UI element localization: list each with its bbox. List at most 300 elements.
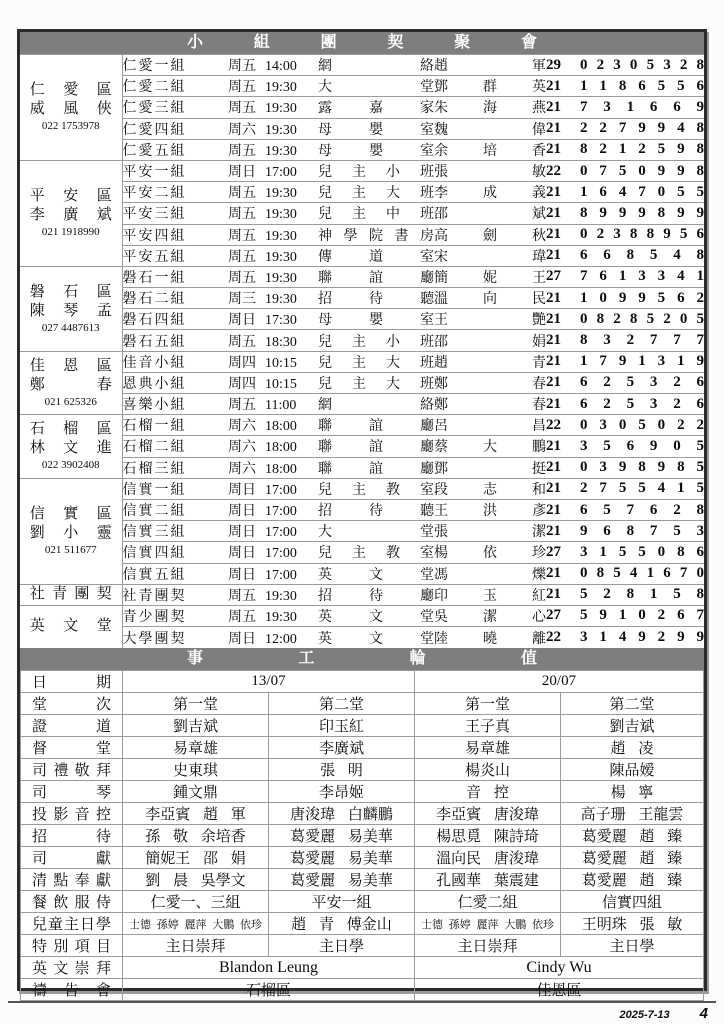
fellowship-title-bar: [20, 32, 704, 54]
time-label: 17:00: [265, 504, 297, 520]
place-cell: 聯誼廳: [318, 266, 434, 287]
group-cell: 磐石五組: [122, 330, 228, 351]
fellowship-row: [20, 605, 704, 626]
footer-date: 2025-7-13: [619, 1009, 670, 1021]
phone-number-cell: 6 2 5 3 2 6: [580, 394, 704, 415]
roster-value-cell: 20/07: [415, 671, 704, 693]
place-cell: 兒主小班: [318, 160, 434, 181]
contact-name-cell: 趙青: [434, 351, 546, 372]
day-label: 周四: [228, 355, 256, 371]
region-name: 仁愛區: [29, 82, 112, 99]
group-cell: 信實二組: [122, 499, 228, 520]
time-label: 19:30: [265, 609, 297, 625]
place-cell: 聯誼廳: [318, 415, 434, 436]
roster-value-cell: 楊炎山: [415, 759, 561, 781]
roster-row: [21, 869, 704, 891]
phone-prefix-cell: 21: [546, 203, 580, 224]
fellowship-row: [20, 139, 704, 160]
schedule-cell: [228, 97, 318, 118]
footer: [620, 1005, 709, 1022]
roster-value-cell: 13/07: [123, 671, 415, 693]
group-cell: 青少團契: [122, 605, 228, 626]
phone-prefix-cell: 21: [546, 457, 580, 478]
roster-value-cell: Cindy Wu: [415, 957, 704, 979]
phone-number-cell: 3 5 6 9 0 5: [580, 436, 704, 457]
region-cell: [20, 584, 122, 605]
roster-label-cell: 禱告會: [21, 979, 123, 1001]
time-label: 19:30: [265, 101, 297, 117]
schedule-cell: [228, 76, 318, 97]
roster-row: [21, 913, 704, 935]
day-label: 周四: [228, 376, 256, 392]
day-label: 周六: [228, 440, 256, 456]
roster-title-bar: [20, 648, 704, 670]
schedule-cell: [228, 182, 318, 203]
roster-value-cell: 唐浚瑋 白麟鵬: [269, 803, 415, 825]
roster-value-cell: 溫向民 唐浚瑋: [415, 847, 561, 869]
roster-value-cell: 孔國華 葉震建: [415, 869, 561, 891]
fellowship-row: [20, 55, 704, 76]
time-label: 10:15: [265, 355, 297, 371]
fellowship-row: [20, 160, 704, 181]
phone-number-cell: 1 6 4 7 0 5 5: [580, 182, 704, 203]
fellowship-row: [20, 372, 704, 393]
schedule-cell: [228, 394, 318, 415]
roster-value-cell: Blandon Leung: [123, 957, 415, 979]
roster-label-cell: 證道: [21, 715, 123, 737]
day-label: 周三: [228, 292, 256, 308]
roster-label-cell: 督堂: [21, 737, 123, 759]
day-label: 周五: [228, 270, 256, 286]
time-label: 19:30: [265, 270, 297, 286]
schedule-cell: [228, 605, 318, 626]
day-label: 周六: [228, 461, 256, 477]
roster-row: [21, 759, 704, 781]
fellowship-row: [20, 521, 704, 542]
group-cell: 磐石一組: [122, 266, 228, 287]
contact-name-cell: 朱海燕: [434, 97, 546, 118]
phone-prefix-cell: 22: [546, 160, 580, 181]
phone-number-cell: 0 7 5 0 9 9 8: [580, 160, 704, 181]
roster-label-cell: 兒童主日學: [21, 913, 123, 935]
roster-value-cell: 孫 敬 余培香: [123, 825, 269, 847]
phone-prefix-cell: 21: [546, 288, 580, 309]
group-cell: 仁愛一組: [122, 55, 228, 76]
time-label: 19:30: [265, 207, 297, 223]
time-label: 12:00: [265, 631, 297, 647]
place-cell: 英文堂: [318, 627, 434, 648]
contact-name-cell: 王艷: [434, 309, 546, 330]
phone-prefix-cell: 21: [546, 224, 580, 245]
fellowship-row: [20, 478, 704, 499]
roster-value-cell: 鍾文鼎: [123, 781, 269, 803]
phone-number-cell: 0 3 0 5 0 2 2: [580, 415, 704, 436]
place-cell: 兒主大班: [318, 372, 434, 393]
group-cell: 平安四組: [122, 224, 228, 245]
phone-number-cell: 0 8 5 4 1 6 7 0: [580, 563, 704, 584]
group-cell: 大學團契: [122, 627, 228, 648]
fellowship-row: [20, 76, 704, 97]
roster-value-cell: 劉吉斌: [123, 715, 269, 737]
region-leader: 李廣斌: [29, 207, 112, 224]
place-cell: 母嬰室: [318, 139, 434, 160]
schedule-cell: [228, 627, 318, 648]
place-cell: 傳道室: [318, 245, 434, 266]
roster-value-cell: 葛愛麗 趙 臻: [561, 847, 704, 869]
footer-page-number: 4: [699, 1005, 708, 1022]
phone-prefix-cell: 21: [546, 351, 580, 372]
roster-label-cell: 司獻: [21, 847, 123, 869]
contact-name-cell: 趙軍: [434, 55, 546, 76]
region-name: 社青團契: [29, 586, 112, 603]
contact-name-cell: 鄭春: [434, 372, 546, 393]
roster-label-cell: 英文崇拜: [21, 957, 123, 979]
roster-row: [21, 781, 704, 803]
schedule-cell: [228, 499, 318, 520]
phone-number-cell: 5 2 8 1 5 8: [580, 584, 704, 605]
region-cell: [20, 478, 122, 584]
region-phone: 021 625326: [44, 395, 97, 408]
time-label: 19:30: [265, 249, 297, 265]
region-name: 英文堂: [29, 618, 112, 635]
fellowship-row: [20, 563, 704, 584]
time-label: 18:00: [265, 440, 297, 456]
roster-label-cell: 投影音控: [21, 803, 123, 825]
day-label: 周日: [228, 567, 256, 583]
schedule-cell: [228, 245, 318, 266]
day-label: 周五: [228, 59, 256, 75]
place-cell: 網絡: [318, 55, 434, 76]
region-name: 平安區: [29, 188, 112, 205]
roster-value-cell: 葛愛麗 易美華: [269, 847, 415, 869]
roster-value-cell: 第二堂: [269, 693, 415, 715]
group-cell: 平安三組: [122, 203, 228, 224]
phone-prefix-cell: 21: [546, 394, 580, 415]
contact-name-cell: 鄧挺: [434, 457, 546, 478]
group-cell: 平安一組: [122, 160, 228, 181]
schedule-cell: [228, 55, 318, 76]
roster-value-cell: 趙 凌: [561, 737, 704, 759]
place-cell: 大堂: [318, 76, 434, 97]
phone-prefix-cell: 21: [546, 309, 580, 330]
phone-prefix-cell: 27: [546, 542, 580, 563]
phone-number-cell: 2 7 5 5 4 1 5: [580, 478, 704, 499]
contact-name-cell: 吳潔心: [434, 605, 546, 626]
time-label: 18:00: [265, 461, 297, 477]
roster-value-cell: 葛愛麗 趙 臻: [561, 825, 704, 847]
region-cell: [20, 266, 122, 351]
roster-value-cell: 李亞賓 唐浚瑋: [415, 803, 561, 825]
roster-value-cell: 第一堂: [415, 693, 561, 715]
fellowship-row: [20, 266, 704, 287]
roster-value-cell: 主日崇拜: [415, 935, 561, 957]
group-cell: 仁愛四組: [122, 118, 228, 139]
roster-value-cell: 王子真: [415, 715, 561, 737]
day-label: 周日: [228, 546, 256, 562]
contact-name-cell: 魏偉: [434, 118, 546, 139]
phone-number-cell: 0 2 3 0 5 3 2 8: [580, 55, 704, 76]
place-cell: 招待廳: [318, 584, 434, 605]
roster-value-cell: 仁愛一、三組: [123, 891, 269, 913]
phone-number-cell: 7 3 1 6 6 9: [580, 97, 704, 118]
contact-name-cell: 李成義: [434, 182, 546, 203]
group-cell: 磐石二組: [122, 288, 228, 309]
contact-name-cell: 王洪彥: [434, 499, 546, 520]
roster-value-cell: 音 控: [415, 781, 561, 803]
phone-number-cell: 8 9 9 9 8 9 9: [580, 203, 704, 224]
time-label: 19:30: [265, 80, 297, 96]
region-cell: [20, 55, 122, 161]
roster-value-cell: 葛愛麗 趙 臻: [561, 869, 704, 891]
contact-name-cell: 呂昌: [434, 415, 546, 436]
place-cell: 大堂: [318, 521, 434, 542]
roster-row: [21, 737, 704, 759]
phone-prefix-cell: 27: [546, 605, 580, 626]
region-name: 佳恩區: [29, 357, 112, 374]
region-phone: 021 1918990: [41, 226, 100, 239]
phone-prefix-cell: 21: [546, 182, 580, 203]
roster-label-cell: 清點奉獻: [21, 869, 123, 891]
bulletin-sheet: [17, 29, 707, 999]
group-cell: 磐石四組: [122, 309, 228, 330]
place-cell: 英文堂: [318, 605, 434, 626]
time-label: 19:30: [265, 292, 297, 308]
roster-row: [21, 891, 704, 913]
roster-value-cell: 葛愛麗 易美華: [269, 869, 415, 891]
place-cell: 英文堂: [318, 563, 434, 584]
phone-prefix-cell: 22: [546, 415, 580, 436]
contact-name-cell: 余培香: [434, 139, 546, 160]
day-label: 周五: [228, 609, 256, 625]
region-leader: 陳琴孟: [29, 302, 112, 319]
schedule-cell: [228, 203, 318, 224]
day-label: 周五: [228, 101, 256, 117]
roster-value-cell: 易章雄: [415, 737, 561, 759]
group-cell: 石榴一組: [122, 415, 228, 436]
roster-value-cell: 劉 晨 吳學文: [123, 869, 269, 891]
fellowship-row: [20, 584, 704, 605]
phone-prefix-cell: 29: [546, 55, 580, 76]
fellowship-row: [20, 203, 704, 224]
roster-row: [21, 847, 704, 869]
time-label: 18:00: [265, 419, 297, 435]
place-cell: 母嬰室: [318, 309, 434, 330]
place-cell: 兒主教室: [318, 478, 434, 499]
place-cell: 兒主大班: [318, 351, 434, 372]
region-cell: [20, 415, 122, 479]
group-cell: 信實一組: [122, 478, 228, 499]
fellowship-row: [20, 415, 704, 436]
roster-row: [21, 671, 704, 693]
contact-name-cell: 邵娟: [434, 330, 546, 351]
time-label: 18:30: [265, 334, 297, 350]
roster-row: [21, 715, 704, 737]
place-cell: 露嘉家: [318, 97, 434, 118]
phone-number-cell: 0 3 9 8 9 8 5: [580, 457, 704, 478]
contact-name-cell: 陸曉離: [434, 627, 546, 648]
day-label: 周五: [228, 334, 256, 350]
place-cell: 招待聽: [318, 288, 434, 309]
roster-row: [21, 803, 704, 825]
time-label: 17:00: [265, 525, 297, 541]
roster-value-cell: 士德 孫婷 麗萍 大鵬 依珍: [123, 913, 269, 935]
place-cell: 兒主中班: [318, 203, 434, 224]
region-cell: [20, 605, 122, 648]
region-cell: [20, 351, 122, 415]
time-label: 19:30: [265, 588, 297, 604]
fellowship-row: [20, 627, 704, 648]
time-label: 17:00: [265, 482, 297, 498]
fellowship-row: [20, 457, 704, 478]
schedule-cell: [228, 563, 318, 584]
roster-value-cell: 劉吉斌: [561, 715, 704, 737]
day-label: 周五: [228, 228, 256, 244]
region-leader: 威風俠: [29, 101, 112, 118]
time-label: 19:30: [265, 228, 297, 244]
roster-value-cell: 張 明: [269, 759, 415, 781]
group-cell: 仁愛二組: [122, 76, 228, 97]
day-label: 周五: [228, 143, 256, 159]
contact-name-cell: 張潔: [434, 521, 546, 542]
day-label: 周六: [228, 122, 256, 138]
contact-name-cell: 高劍秋: [434, 224, 546, 245]
place-cell: 聯誼廳: [318, 436, 434, 457]
phone-prefix-cell: 21: [546, 584, 580, 605]
contact-name-cell: 張敏: [434, 160, 546, 181]
region-leader: 鄭春: [29, 376, 112, 393]
contact-name-cell: 溫向民: [434, 288, 546, 309]
roster-row: [21, 825, 704, 847]
fellowship-row: [20, 182, 704, 203]
phone-prefix-cell: 21: [546, 245, 580, 266]
roster-value-cell: 李廣斌: [269, 737, 415, 759]
region-name: 信實區: [29, 506, 112, 523]
roster-label-cell: 堂次: [21, 693, 123, 715]
roster-value-cell: 李昂姬: [269, 781, 415, 803]
schedule-cell: [228, 160, 318, 181]
region-leader: 林文進: [29, 440, 112, 457]
place-cell: 招待聽: [318, 499, 434, 520]
roster-row: [21, 693, 704, 715]
time-label: 14:00: [265, 59, 297, 75]
group-cell: 信實三組: [122, 521, 228, 542]
time-label: 10:15: [265, 376, 297, 392]
roster-value-cell: 趙 青 傅金山: [269, 913, 415, 935]
phone-number-cell: 3 1 4 9 2 9 9: [580, 627, 704, 648]
roster-value-cell: 楊思覓 陳詩琦: [415, 825, 561, 847]
phone-number-cell: 8 2 1 2 5 9 8: [580, 139, 704, 160]
fellowship-row: [20, 97, 704, 118]
phone-prefix-cell: 21: [546, 521, 580, 542]
time-label: 11:00: [265, 398, 297, 414]
day-label: 周日: [228, 165, 256, 181]
day-label: 周五: [228, 186, 256, 202]
place-cell: 網絡: [318, 394, 434, 415]
phone-number-cell: 1 0 9 9 5 6 2: [580, 288, 704, 309]
contact-name-cell: 鄧群英: [434, 76, 546, 97]
group-cell: 仁愛五組: [122, 139, 228, 160]
schedule-cell: [228, 372, 318, 393]
roster-table: [20, 670, 704, 1001]
roster-value-cell: 第二堂: [561, 693, 704, 715]
day-label: 周五: [228, 80, 256, 96]
place-cell: 兒主小班: [318, 330, 434, 351]
phone-prefix-cell: 21: [546, 563, 580, 584]
time-label: 17:00: [265, 567, 297, 583]
phone-number-cell: 6 6 8 5 4 8: [580, 245, 704, 266]
phone-number-cell: 1 1 8 6 5 5 6: [580, 76, 704, 97]
roster-value-cell: 平安一組: [269, 891, 415, 913]
schedule-cell: [228, 266, 318, 287]
roster-value-cell: 楊 寧: [561, 781, 704, 803]
phone-number-cell: 3 1 5 5 0 8 6: [580, 542, 704, 563]
phone-prefix-cell: 21: [546, 76, 580, 97]
region-phone: 022 3902408: [41, 459, 100, 472]
roster-value-cell: 石榴區: [123, 979, 415, 1001]
region-phone: 027 4487613: [41, 321, 100, 334]
day-label: 周日: [228, 525, 256, 541]
group-cell: 仁愛三組: [122, 97, 228, 118]
roster-label-cell: 招待: [21, 825, 123, 847]
phone-number-cell: 1 7 9 1 3 1 9: [580, 351, 704, 372]
fellowship-row: [20, 542, 704, 563]
group-cell: 信實四組: [122, 542, 228, 563]
fellowship-row: [20, 330, 704, 351]
day-label: 周五: [228, 588, 256, 604]
group-cell: 喜樂小組: [122, 394, 228, 415]
roster-label-cell: 司禮敬拜: [21, 759, 123, 781]
phone-number-cell: 0 8 2 8 5 2 0 5: [580, 309, 704, 330]
schedule-cell: [228, 521, 318, 542]
roster-value-cell: 第一堂: [123, 693, 269, 715]
roster-value-cell: 主日學: [561, 935, 704, 957]
schedule-cell: [228, 436, 318, 457]
schedule-cell: [228, 584, 318, 605]
contact-name-cell: 楊依珍: [434, 542, 546, 563]
phone-number-cell: 0 2 3 8 8 9 5 6: [580, 224, 704, 245]
schedule-cell: [228, 351, 318, 372]
region-name: 磐石區: [29, 283, 112, 300]
time-label: 17:00: [265, 165, 297, 181]
time-label: 19:30: [265, 143, 297, 159]
schedule-cell: [228, 288, 318, 309]
phone-prefix-cell: 21: [546, 139, 580, 160]
phone-prefix-cell: 27: [546, 266, 580, 287]
phone-prefix-cell: 21: [546, 372, 580, 393]
group-cell: 石榴三組: [122, 457, 228, 478]
place-cell: 兒主大班: [318, 182, 434, 203]
footer-rule: [8, 1001, 716, 1003]
contact-name-cell: 印玉紅: [434, 584, 546, 605]
roster-row: [21, 957, 704, 979]
group-cell: 平安五組: [122, 245, 228, 266]
schedule-cell: [228, 478, 318, 499]
phone-prefix-cell: 22: [546, 627, 580, 648]
contact-name-cell: 鄭春: [434, 394, 546, 415]
schedule-cell: [228, 415, 318, 436]
roster-title: 事工輪值: [187, 650, 537, 667]
roster-value-cell: 仁愛二組: [415, 891, 561, 913]
contact-name-cell: 邵斌: [434, 203, 546, 224]
day-label: 周五: [228, 249, 256, 265]
fellowship-row: [20, 245, 704, 266]
fellowship-row: [20, 499, 704, 520]
roster-label-cell: 餐飲服侍: [21, 891, 123, 913]
schedule-cell: [228, 118, 318, 139]
group-cell: 石榴二組: [122, 436, 228, 457]
day-label: 周日: [228, 482, 256, 498]
fellowship-row: [20, 288, 704, 309]
